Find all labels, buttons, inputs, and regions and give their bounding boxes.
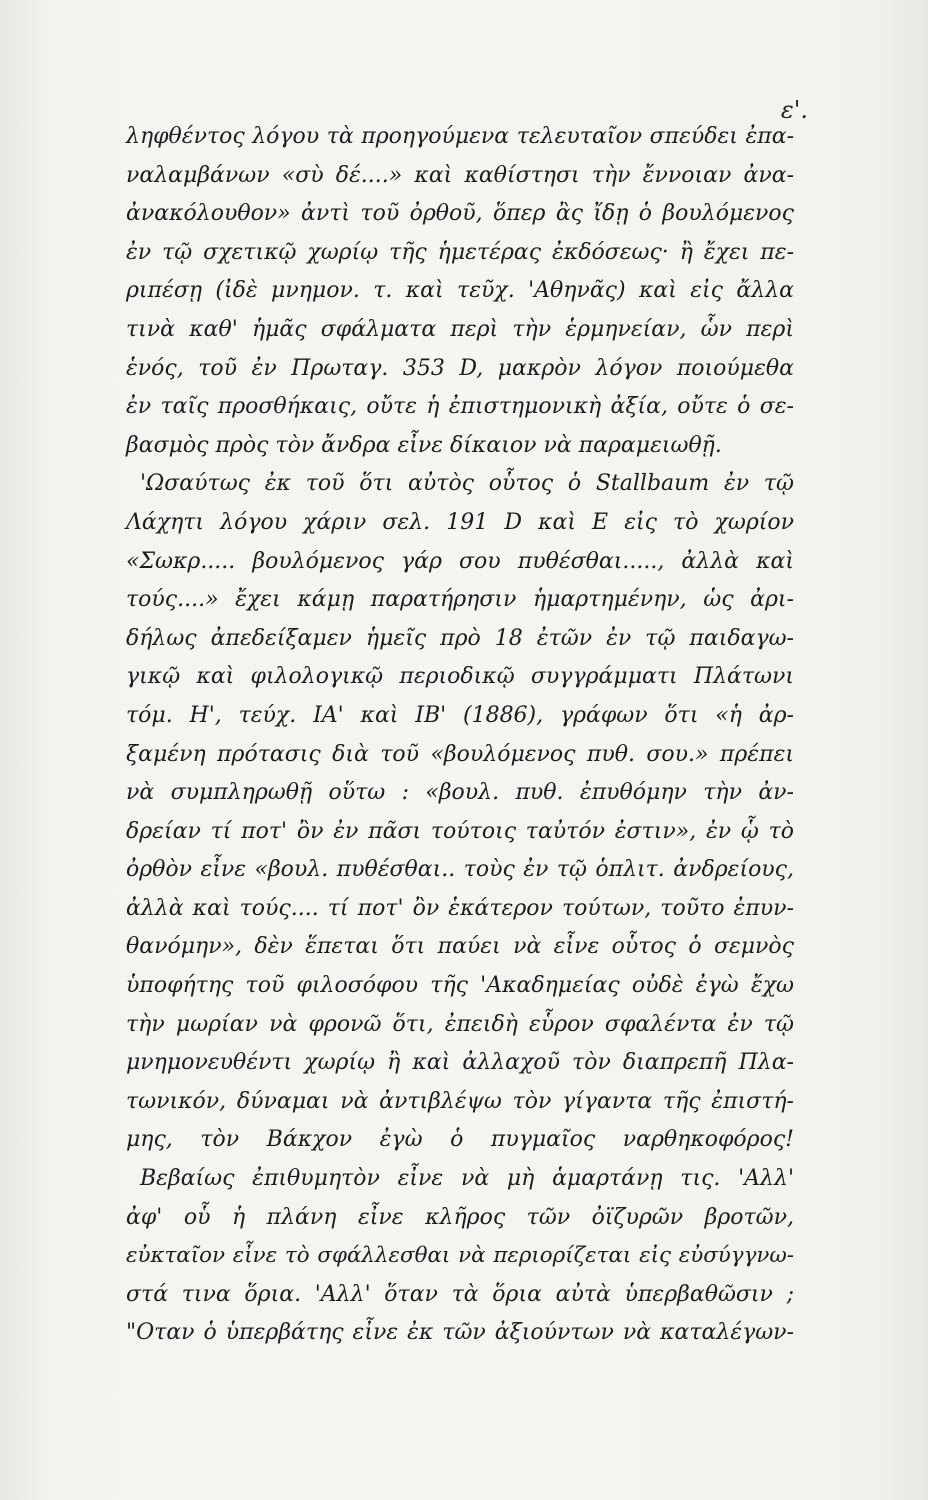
text-line: τούς....» ἔχει κάμῃ παρατήρησιν ἡμαρτημένην, ὡς ἀρι- [126,587,794,613]
text-line: στά τινα ὅρια. 'Αλλ' ὅταν τὰ ὅρια αὐτὰ ὑπερβαθῶσιν ; [126,1281,794,1307]
text-line: ὀρθὸν εἶνε «βουλ. πυθέσθαι.. τοὺς ἐν τῷ ὁπλιτ. ἀνδρείους, [126,857,794,883]
text-line: ναλαμβάνων «σὺ δέ....» καὶ καθίστησι τὴν ἔννοιαν ἀνα- [126,162,794,188]
text-line: ἀνακόλουθον» ἀντὶ τοῦ ὀρθοῦ, ὅπερ ἂς ἴδῃ ὁ βουλόμενος [126,201,794,227]
text-line: εὐκταῖον εἶνε τὸ σφάλλεσθαι νὰ περιορίζεται εἰς εὐσύγγνω- [126,1243,794,1269]
text-line: ἀλλὰ καὶ τούς.... τί ποτ' ὂν ἑκάτερον τούτων, τοῦτο ἐπυν- [126,895,794,921]
text-line: Βεβαίως ἐπιθυμητὸν εἶνε νὰ μὴ ἁμαρτάνῃ τις. 'Αλλ' [140,1166,794,1192]
text-line: νὰ συμπληρωθῇ οὕτω : «βουλ. πυθ. ἐπυθόμην τὴν ἀν- [126,780,794,806]
body-text [126,118,794,1353]
text-line: ἐν τῷ σχετικῷ χωρίῳ τῆς ἡμετέρας ἐκδόσεως· ἢ ἔχει πε- [126,239,794,265]
text-line: τωνικόν, δύναμαι νὰ ἀντιβλέψω τὸν γίγαντα τῆς ἐπιστή- [126,1088,794,1114]
text-line: βασμὸς πρὸς τὸν ἄνδρα εἶνε δίκαιον νὰ παραμειωθῇ. [126,432,722,458]
text-line: μνημονευθέντι χωρίῳ ἢ καὶ ἀλλαχοῦ τὸν διαπρεπῆ Πλα- [126,1050,794,1076]
text-line: μης, τὸν Βάκχον ἐγὼ ὁ πυγμαῖος ναρθηκοφόρος! [126,1127,794,1153]
text-line: Λάχητι λόγου χάριν σελ. 191 D καὶ E εἰς τὸ χωρίον [126,509,794,535]
text-line: ριπέσῃ (ἰδὲ μνημον. τ. καὶ τεῦχ. 'Αθηνᾶς) καὶ εἰς ἄλλα [126,278,794,304]
text-line: τὴν μωρίαν νὰ φρονῶ ὅτι, ἐπειδὴ εὗρον σφαλέντα ἐν τῷ [126,1011,794,1037]
text-line: δήλως ἀπεδείξαμεν ἡμεῖς πρὸ 18 ἐτῶν ἐν τῷ παιδαγω- [126,625,794,651]
text-line: θανόμην», δὲν ἕπεται ὅτι παύει νὰ εἶνε οὗτος ὁ σεμνὸς [126,934,794,960]
text-line: ληφθέντος λόγου τὰ προηγούμενα τελευταῖον σπεύδει ἐπα- [126,124,794,149]
text-line: τόμ. H', τεύχ. IA' καὶ IB' (1886), γράφων ὅτι «ἡ ἀρ- [126,702,794,728]
text-line: ὑποφήτης τοῦ φιλοσόφου τῆς 'Ακαδημείας οὐδὲ ἐγὼ ἔχω [126,973,794,999]
text-line: 'Ωσαύτως ἐκ τοῦ ὅτι αὐτὸς οὗτος ὁ Stallbaum ἐν τῷ [140,471,794,497]
text-line: τινὰ καθ' ἡμᾶς σφάλματα περὶ τὴν ἑρμηνείαν, ὧν περὶ [126,316,794,342]
page-number: ε'. [780,96,808,124]
text-line: ἐν ταῖς προσθήκαις, οὔτε ἡ ἐπιστημονικὴ ἀξία, οὔτε ὁ σε- [126,394,794,420]
text-line: «Σωκρ..... βουλόμενος γάρ σου πυθέσθαι....., ἀλλὰ καὶ [126,548,794,574]
text-line: ἀφ' οὗ ἡ πλάνη εἶνε κλῆρος τῶν ὀϊζυρῶν βροτῶν, [126,1204,794,1230]
text-line: γικῷ καὶ φιλολογικῷ περιοδικῷ συγγράμματι Πλάτωνι [126,664,794,690]
text-line: δρείαν τί ποτ' ὂν ἐν πᾶσι τούτοις ταὐτόν ἐστιν», ἐν ᾧ τὸ [126,818,794,844]
text-line: "Οταν ὁ ὑπερβάτης εἶνε ἐκ τῶν ἀξιούντων νὰ καταλέγων- [126,1320,794,1346]
text-line: ἑνός, τοῦ ἐν Πρωταγ. 353 D, μακρὸν λόγον ποιούμεθα [126,355,794,381]
text-line: ξαμένη πρότασις διὰ τοῦ «βουλόμενος πυθ. σου.» πρέπει [126,741,794,767]
